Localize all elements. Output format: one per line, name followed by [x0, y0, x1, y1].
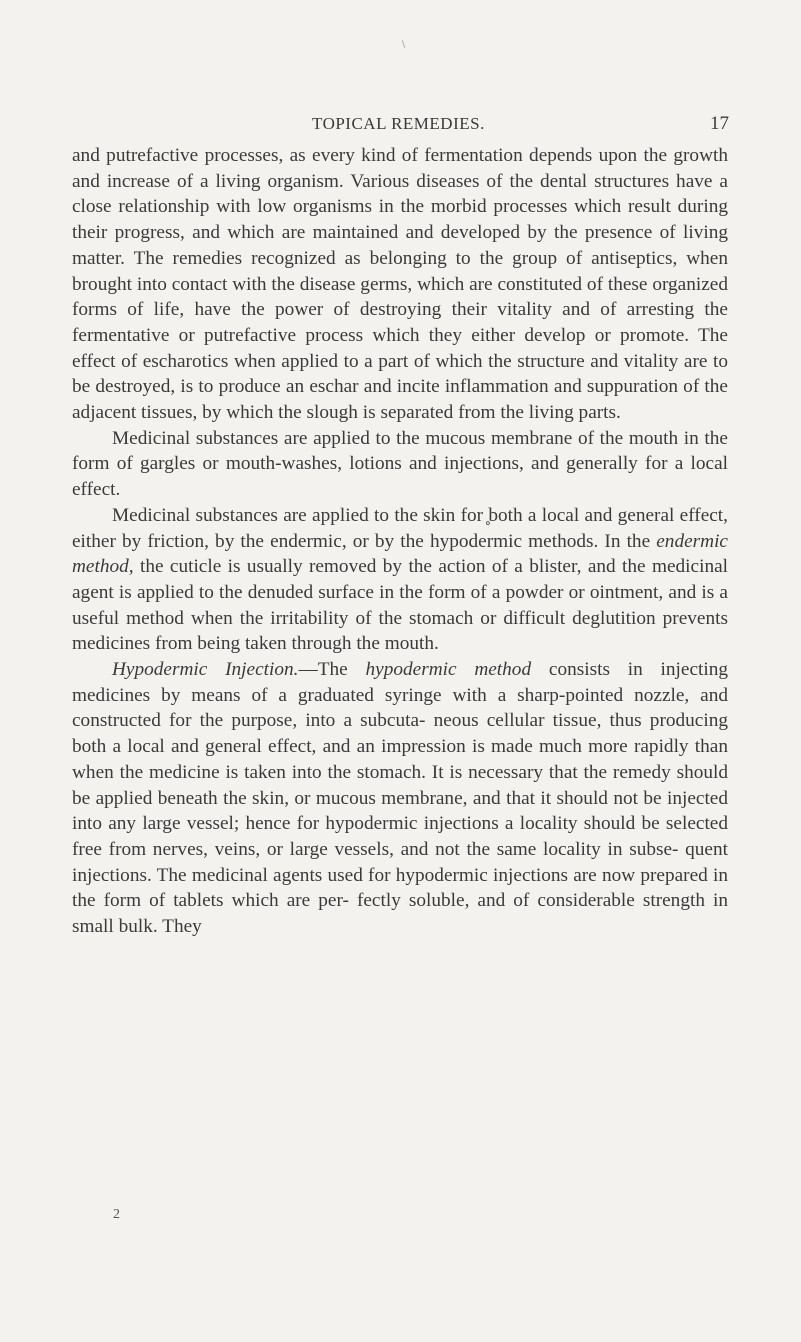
paragraph-1: and putrefactive processes, as every kind of fermentation depends upon the growth and increase of a living organism. Various diseases of the dental structures have a close relationship with low organisms in the morbid processes which result during their progress, and which are maintained and developed by the presence of living matter. The remedies recognized as belonging to the group of antiseptics, when brought into contact with the disease germs, which are constituted of these organized forms of life, have the power of destroying their vitality and of arresting the fermentative or putrefactive process which they either develop or promote. The effect of escharotics when applied to a part of which the structure and vitality are to be destroyed, is to produce an eschar and incite inflammation and suppuration of the adjacent tissues, by which the slough is separated from the living parts.: [72, 145, 728, 424]
paragraph-3-part-2: the cuticle is usually removed by the action of a blister, and the medicinal agent is applied to the denuded surface in the form of a powder or ointment, and is a useful method when the irritability of the stomach or difficult deglutition prevents medicines from being taken through the mouth.: [72, 556, 728, 655]
page-header: [312, 114, 729, 138]
hypodermic-method-term: hypodermic method: [365, 659, 532, 681]
paragraph-4: [72, 657, 728, 940]
endermic-method-term: endermic method,: [72, 530, 728, 578]
paragraph-4-part-1: consists in injecting medicines by means of a graduated syringe with a sharp-pointed nozzle, and constructed for the purpose, into a subcuta- neous cellular tissue, thus producing both a local and general effect, and an impression is made much more rapidly than when the medicine is taken into the stomach. It is necessary that the remedy should be applied beneath the skin, or mucous membrane, and that it should not be injected into any large vessel; hence for hypodermic injections a locality should be selected free from nerves, veins, or large vessels, and not the same locality in subse- quent injections. The medicinal agents used for hypodermic injections are now prepared in the form of tablets which are per- fectly soluble, and of considerable strength in small bulk. They: [72, 659, 728, 938]
running-head: TOPICAL REMEDIES.: [312, 114, 485, 133]
paragraph-3-part-1: Medicinal substances are applied to the skin for ̥both a local and general effect, either by friction, by the endermic, or by the hypodermic methods. In the: [72, 504, 728, 552]
stray-mark: [402, 40, 405, 48]
page-number: 17: [710, 113, 729, 134]
paragraph-3: [72, 503, 728, 657]
heading-dash: —The: [298, 659, 366, 681]
signature-mark: 2: [113, 1207, 120, 1222]
section-heading-hypodermic-injection: Hypodermic Injection.: [112, 659, 299, 681]
body-text: [72, 143, 728, 940]
paragraph-2: Medicinal substances are applied to the mucous membrane of the mouth in the form of gargles or mouth-washes, lotions and injections, and generally for a local effect.: [72, 427, 728, 501]
